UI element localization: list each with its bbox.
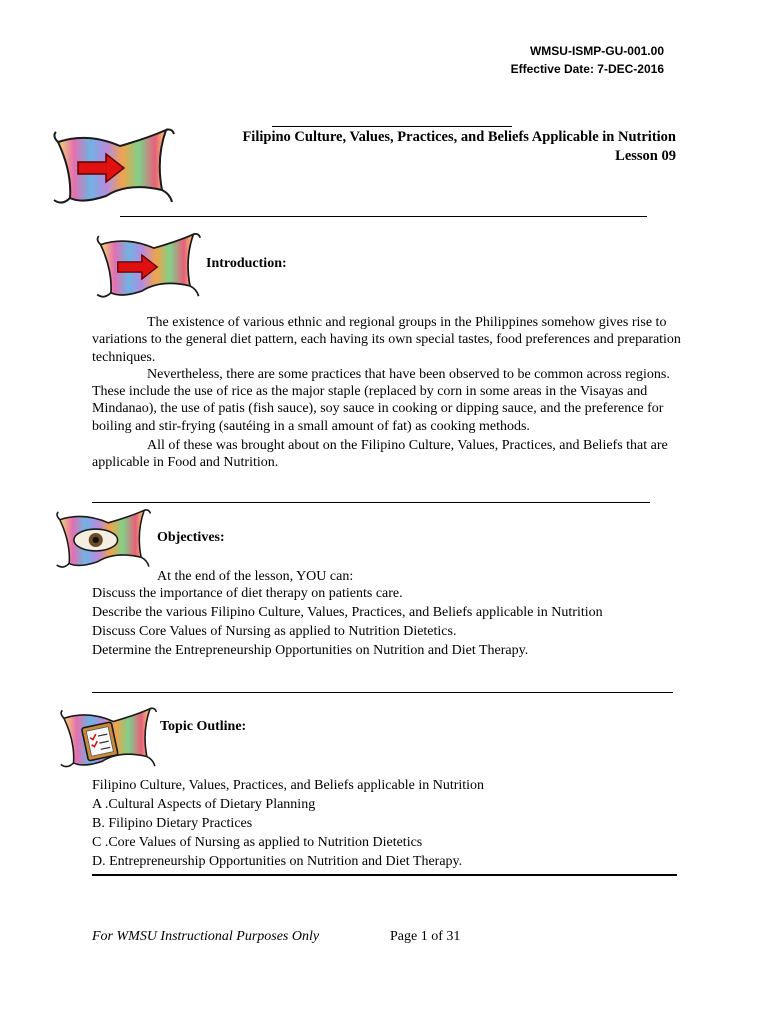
introduction-banner-icon [92, 228, 202, 306]
doc-code: WMSU-ISMP-GU-001.00 [529, 44, 664, 58]
objectives-heading: Objectives: [157, 530, 225, 545]
topic-item: C .Core Values of Nursing as applied to Nutrition Dietetics [92, 835, 423, 850]
objective-item: Discuss Core Values of Nursing as applied to Nutrition Dietetics. [92, 624, 457, 639]
objectives-intro: At the end of the lesson, YOU can: [157, 569, 354, 584]
intro-paragraph-1: The existence of various ethnic and regional groups in the Philippines somehow gives rise to variations to the general diet pattern, each having its own special tastes, food preferences and preparation techniques. [92, 315, 681, 365]
intro-paragraph-2: Nevertheless, there are some practices that have been observed to be common across regions. These include the use of rice as the major staple (replaced by corn in some areas in the Visayas and Mindanao), the use of patis (fish sauce), soy sauce in cooking or dipping sauce, and the preference for boiling and stir-frying (sautéing in a small amount of fat) as cooking methods. [92, 366, 670, 434]
title-rule [272, 126, 512, 127]
introduction-body [92, 314, 682, 472]
document-header [511, 42, 664, 78]
clipboard-checklist-icon [82, 722, 119, 761]
title-banner-icon [48, 128, 176, 208]
effective-date: Effective Date: 7-DEC-2016 [510, 62, 664, 76]
objective-item: Describe the various Filipino Culture, Values, Practices, and Beliefs applicable in Nutrition [92, 605, 603, 620]
topic-item: D. Entrepreneurship Opportunities on Nutrition and Diet Therapy. [92, 854, 463, 869]
objective-item: Discuss the importance of diet therapy on patients care. [92, 586, 403, 601]
topic-outline-banner-icon [56, 702, 158, 776]
introduction-heading: Introduction: [206, 256, 287, 271]
objectives-banner-icon [52, 504, 152, 576]
footer-note [92, 929, 319, 945]
intro-paragraph-3: All of these was brought about on the Filipino Culture, Values, Practices, and Beliefs that are applicable in Food and Nutrition. [92, 438, 668, 471]
section-divider-thick [92, 874, 677, 876]
page-number: Page 1 of 31 [390, 929, 461, 944]
page-title: Filipino Culture, Values, Practices, and Beliefs Applicable in Nutrition [242, 129, 676, 145]
eye-icon [74, 529, 118, 551]
footer-note-text: For WMSU Instructional Purposes Only [92, 929, 320, 944]
topic-outline-heading: Topic Outline: [160, 719, 247, 734]
section-divider [120, 216, 647, 217]
section-divider [92, 502, 650, 503]
lesson-number: Lesson 09 [615, 148, 676, 164]
objective-item: Determine the Entrepreneurship Opportunities on Nutrition and Diet Therapy. [92, 643, 529, 658]
topic-item: A .Cultural Aspects of Dietary Planning [92, 797, 316, 812]
topic-item: B. Filipino Dietary Practices [92, 816, 253, 831]
section-divider [92, 692, 673, 693]
topic-item: Filipino Culture, Values, Practices, and Beliefs applicable in Nutrition [92, 778, 485, 793]
